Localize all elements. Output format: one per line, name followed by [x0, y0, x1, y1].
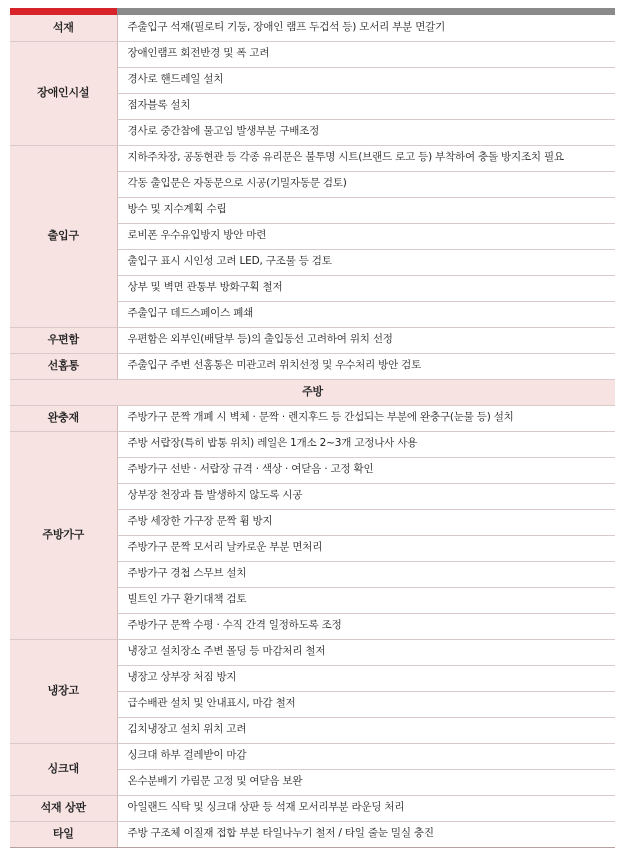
item-cell: 주방가구 문짝 개폐 시 벽체 · 문짝 · 렌지후드 등 간섭되는 부분에 완충구(눈물 등) 설치	[117, 405, 615, 431]
item-cell: 주방가구 선반 · 서랍장 규격 · 색상 · 여닫음 · 고정 확인	[117, 457, 615, 483]
item-cell: 주방 서랍장(특히 밥통 위치) 레일은 1개소 2~3개 고정나사 사용	[117, 431, 615, 457]
item-cell: 로비폰 우수유입방지 방안 마련	[117, 223, 615, 249]
table-row	[10, 405, 615, 431]
item-cell: 김치냉장고 설치 위치 고려	[117, 717, 615, 743]
item-cell: 상부 및 벽면 관통부 방화구획 철저	[117, 275, 615, 301]
category-cell: 타일	[10, 821, 117, 847]
item-cell: 주방가구 문짝 수평 · 수직 간격 일정하도록 조정	[117, 613, 615, 639]
item-cell: 냉장고 상부장 처짐 방지	[117, 665, 615, 691]
item-cell: 각동 출입문은 자동문으로 시공(기밀자동문 검토)	[117, 171, 615, 197]
item-cell: 방수 및 지수계획 수립	[117, 197, 615, 223]
item-cell: 급수배관 설치 및 안내표시, 마감 철저	[117, 691, 615, 717]
item-cell: 점자블록 설치	[117, 93, 615, 119]
item-cell: 빌트인 가구 환기대책 검토	[117, 587, 615, 613]
item-cell: 주출입구 석재(필로티 기둥, 장애인 램프 두겁석 등) 모서리 부분 면갈기	[117, 15, 615, 41]
item-cell: 주방가구 문짝 모서리 날카로운 부분 면처리	[117, 535, 615, 561]
category-cell: 출입구	[10, 145, 117, 327]
category-cell: 싱크대	[10, 743, 117, 795]
item-cell: 주출입구 데드스페이스 폐쇄	[117, 301, 615, 327]
section-title: 주방	[10, 379, 615, 405]
checklist-table	[10, 15, 615, 848]
section-header-row	[10, 379, 615, 405]
table-row	[10, 795, 615, 821]
category-cell: 완충재	[10, 405, 117, 431]
table-row	[10, 821, 615, 847]
header-bar-rule	[117, 8, 615, 15]
table-row	[10, 15, 615, 41]
category-cell: 냉장고	[10, 639, 117, 743]
item-cell: 출입구 표시 시인성 고려 LED, 구조물 등 검토	[117, 249, 615, 275]
table-row	[10, 639, 615, 665]
item-cell: 주방 구조체 이질재 접합 부분 타일나누기 철저 / 타일 줄눈 밀실 충진	[117, 821, 615, 847]
item-cell: 경사로 핸드레일 설치	[117, 67, 615, 93]
item-cell: 싱크대 하부 걸레받이 마감	[117, 743, 615, 769]
item-cell: 경사로 중간참에 물고임 발생부분 구배조정	[117, 119, 615, 145]
header-bar	[10, 8, 615, 15]
item-cell: 냉장고 설치장소 주변 몰딩 등 마감처리 철저	[117, 639, 615, 665]
table-row	[10, 431, 615, 457]
header-bar-accent	[10, 8, 117, 15]
item-cell: 온수분배기 가림문 고정 및 여닫음 보완	[117, 769, 615, 795]
item-cell: 지하주차장, 공동현관 등 각종 유리문은 불투명 시트(브랜드 로고 등) 부착하여 충돌 방지조치 필요	[117, 145, 615, 171]
table-row	[10, 743, 615, 769]
category-cell: 장애인시설	[10, 41, 117, 145]
item-cell: 장애인램프 회전반경 및 폭 고려	[117, 41, 615, 67]
category-cell: 우편함	[10, 327, 117, 353]
item-cell: 주방 세장한 가구장 문짝 휨 방지	[117, 509, 615, 535]
category-cell: 주방가구	[10, 431, 117, 639]
category-cell: 선홈통	[10, 353, 117, 379]
table-row	[10, 41, 615, 67]
item-cell: 우편함은 외부인(배달부 등)의 출입동선 고려하여 위치 선정	[117, 327, 615, 353]
table-row	[10, 353, 615, 379]
item-cell: 주방가구 경첩 스무브 설치	[117, 561, 615, 587]
table-row	[10, 327, 615, 353]
category-cell: 석재 상판	[10, 795, 117, 821]
table-row	[10, 145, 615, 171]
item-cell: 주출입구 주변 선홈통은 미관고려 위치선정 및 우수처리 방안 검토	[117, 353, 615, 379]
item-cell: 상부장 천장과 틈 발생하지 않도록 시공	[117, 483, 615, 509]
item-cell: 아일랜드 식탁 및 싱크대 상판 등 석재 모서리부분 라운딩 처리	[117, 795, 615, 821]
category-cell: 석재	[10, 15, 117, 41]
